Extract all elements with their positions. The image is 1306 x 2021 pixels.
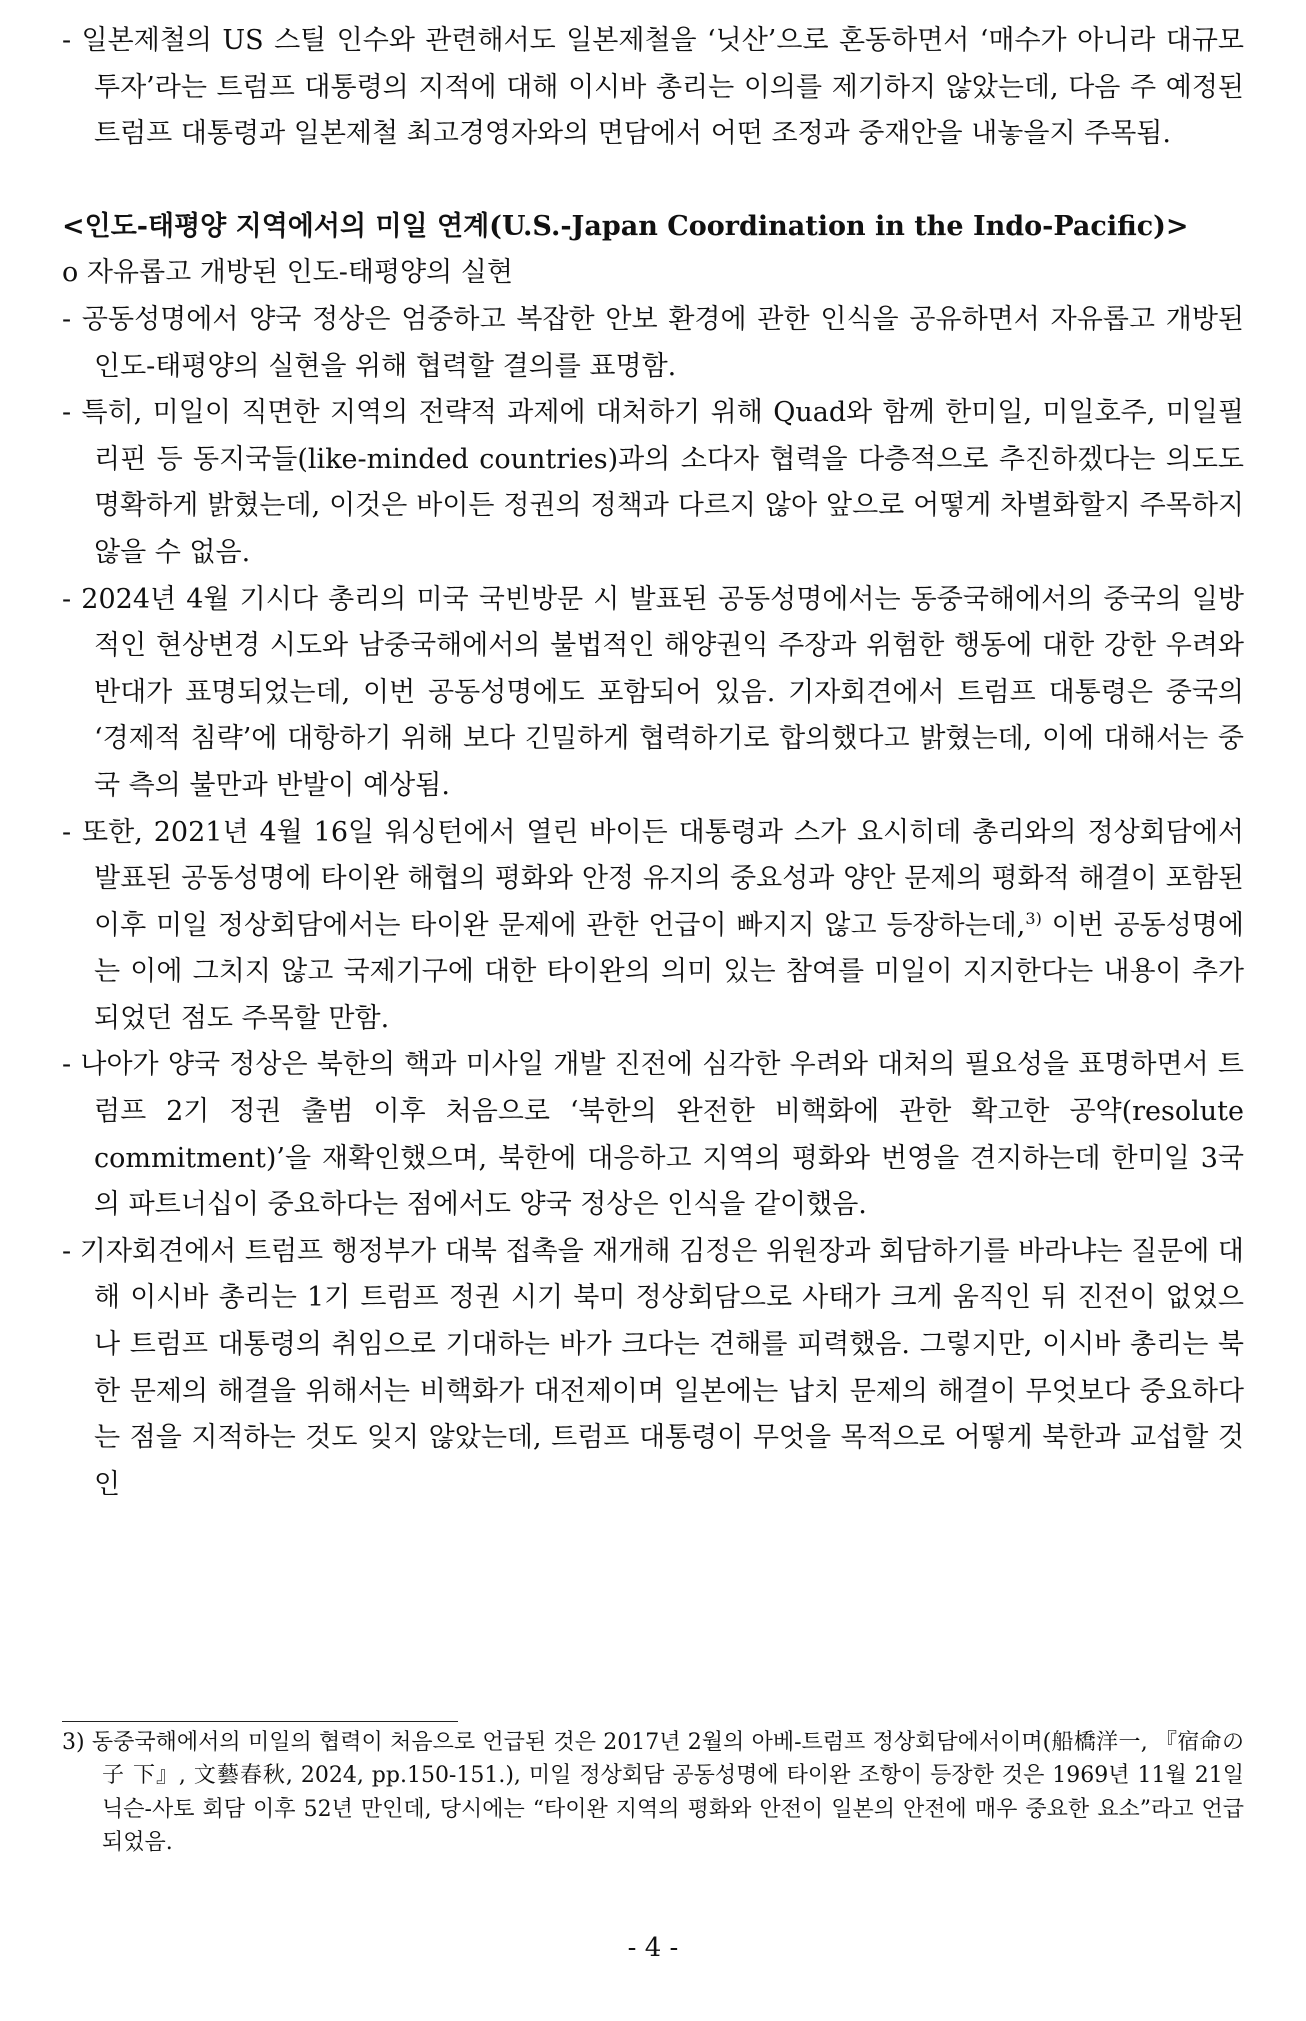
document-body [62, 18, 1244, 1508]
paragraph-taiwan-part2: 이번 공동성명에는 이에 그치지 않고 국제기구에 대한 타이완의 의미 있는 참여를 미일이 지지한다는 내용이 추가되었던 점도 주목할 만함. [94, 909, 1244, 1034]
subsection-bullet: o 자유롭고 개방된 인도-태평양의 실현 [62, 257, 513, 289]
paragraph-taiwan [62, 810, 1244, 1043]
paragraph-nippon-steel: - 일본제철의 US 스틸 인수와 관련해서도 일본제철을 ‘닛산’으로 혼동하면서 ‘매수가 아니라 대규모 투자’라는 트럼프 대통령의 지적에 대해 이시바 총리는 이의를 제기하지 않았는데, 다음 주 예정된 트럼프 대통령과 일본제철 최고경영자와의 면담에서 어떤 조정과 중재안을 내놓을지 주목됨. [62, 25, 1244, 150]
footnote-3: 3) 동중국해에서의 미일의 협력이 처음으로 언급된 것은 2017년 2월의 아베-트럼프 정상회담에서이며(船橋洋一, 『宿命の子 下』, 文藝春秋, 2024, pp.150-151.), 미일 정상회담 공동성명에 타이완 조항이 등장한 것은 1969년 11월 21일 닉슨-사토 회담 이후 52년 만인데, 당시에는 “타이완 지역의 평화와 안전이 일본의 안전에 매우 중요한 요소”라고 언급되었음. [62, 1730, 1244, 1856]
page-number: - 4 - [627, 1933, 679, 1963]
paragraph-press-conference: - 기자회견에서 트럼프 행정부가 대북 접촉을 재개해 김정은 위원장과 회담하기를 바라냐는 질문에 대해 이시바 총리는 1기 트럼프 정권 시기 북미 정상회담으로 사태가 크게 움직인 뒤 진전이 없었으나 트럼프 대통령의 취임으로 기대하는 바가 크다는 견해를 피력했음. 그렇지만, 이시바 총리는 북한 문제의 해결을 위해서는 비핵화가 대전제이며 일본에는 납치 문제의 해결이 무엇보다 중요하다는 점을 지적하는 것도 잊지 않았는데, 트럼프 대통령이 무엇을 목적으로 어떻게 북한과 교섭할 것인 [62, 1235, 1244, 1500]
footnote-divider [62, 1721, 458, 1722]
section-gap [62, 158, 1244, 204]
paragraph-north-korea-nuclear: - 나아가 양국 정상은 북한의 핵과 미사일 개발 진전에 심각한 우려와 대처의 필요성을 표명하면서 트럼프 2기 정권 출범 이후 처음으로 ‘북한의 완전한 비핵화에 관한 확고한 공약(resolute commitment)’을 재확인했으며, 북한에 대응하고 지역의 평화와 번영을 견지하는데 한미일 3국의 파트너십이 중요하다는 점에서도 양국 정상은 인식을 같이했음. [62, 1049, 1244, 1221]
footnote-reference[interactable]: 3) [1025, 908, 1042, 928]
paragraph-china-seas: - 2024년 4월 기시다 총리의 미국 국빈방문 시 발표된 공동성명에서는 동중국해에서의 중국의 일방적인 현상변경 시도와 남중국해에서의 불법적인 해양권익 주장과 위험한 행동에 대한 강한 우려와 반대가 표명되었는데, 이번 공동성명에도 포함되어 있음. 기자회견에서 트럼프 대통령은 중국의 ‘경제적 침략’에 대항하기 위해 보다 긴밀하게 협력하기로 합의했다고 밝혔는데, 이에 대해서는 중국 측의 불만과 반발이 예상됨. [62, 583, 1244, 801]
paragraph-joint-statement: - 공동성명에서 양국 정상은 엄중하고 복잡한 안보 환경에 관한 인식을 공유하면서 자유롭고 개방된 인도-태평양의 실현을 위해 협력할 결의를 표명함. [62, 303, 1244, 382]
footnotes [62, 1726, 1244, 1860]
paragraph-taiwan-part1: - 또한, 2021년 4월 16일 워싱턴에서 열린 바이든 대통령과 스가 요시히데 총리와의 정상회담에서 발표된 공동성명에 타이완 해협의 평화와 안정 유지의 중요성과 양안 문제의 평화적 해결이 포함된 이후 미일 정상회담에서는 타이완 문제에 관한 언급이 빠지지 않고 등장하는데, [62, 816, 1244, 941]
section-heading: <인도-태평양 지역에서의 미일 연계(U.S.-Japan Coordination in the Indo-Pacific)> [62, 210, 1189, 242]
paragraph-minilateral: - 특히, 미일이 직면한 지역의 전략적 과제에 대처하기 위해 Quad와 함께 한미일, 미일호주, 미일필리핀 등 동지국들(like-minded countries)과의 소다자 협력을 다층적으로 추진하겠다는 의도도 명확하게 밝혔는데, 이것은 바이든 정권의 정책과 다르지 않아 앞으로 어떻게 차별화할지 주목하지 않을 수 없음. [62, 397, 1244, 568]
